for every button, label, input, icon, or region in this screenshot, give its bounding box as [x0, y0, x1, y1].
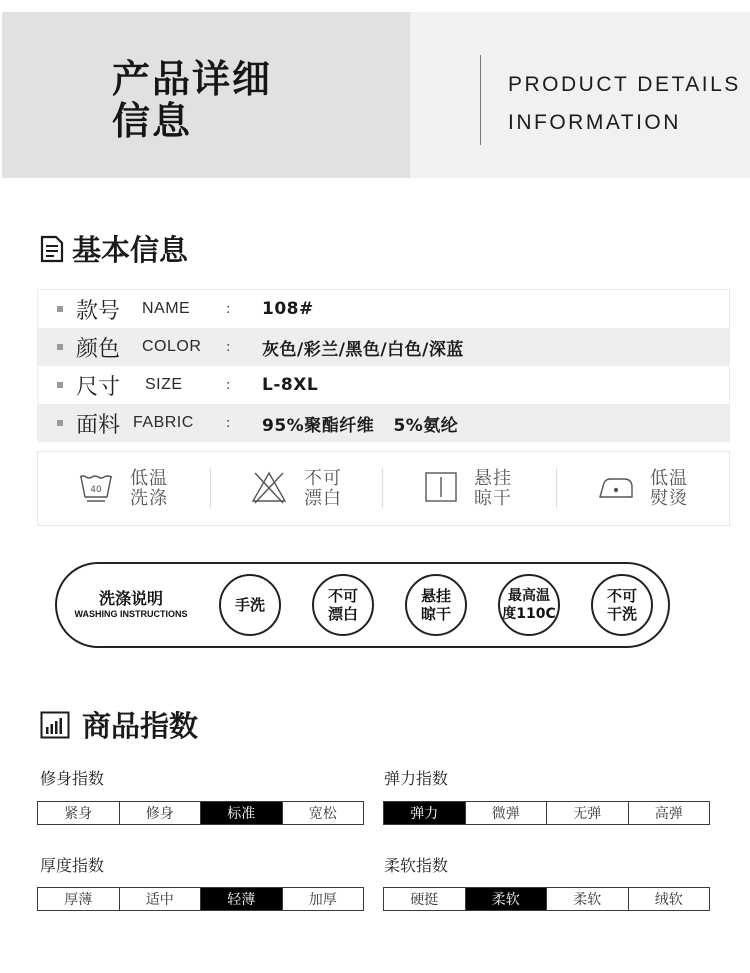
header-title-cn-line2: 信息	[112, 99, 193, 143]
info-value: 95%聚酯纤维 5%氨纶	[262, 415, 459, 436]
washing-instructions-panel	[55, 562, 670, 648]
fit-index-label: 修身指数	[40, 769, 105, 788]
header-title-en-line1: PRODUCT DETAILS	[508, 73, 741, 96]
scale-option: 修身	[120, 802, 202, 824]
info-row-fabric	[38, 404, 729, 442]
care-item-no-bleach	[250, 452, 342, 525]
care-separator	[556, 468, 557, 508]
bullet-icon	[57, 382, 63, 388]
care-label	[474, 469, 512, 509]
wash-badge-line1: 最高温	[508, 588, 550, 604]
care-label-line2: 洗涤	[130, 487, 168, 509]
scale-option: 宽松	[308, 806, 337, 822]
wash-badge-line1: 不可	[327, 587, 358, 605]
info-label-cn: 面料	[76, 412, 121, 438]
scale-option-selected: 柔软	[466, 888, 548, 910]
wash-badge-line1: 不可	[606, 587, 637, 605]
wash-40-icon	[78, 471, 114, 507]
washing-title-cn: 洗涤说明	[98, 589, 163, 608]
care-label-line2: 晾干	[474, 487, 512, 509]
washing-title-en: WASHING INSTRUCTIONS	[74, 609, 188, 619]
care-separator	[382, 468, 383, 508]
scale-option-selected: 标准	[201, 802, 283, 824]
elasticity-index-label: 弹力指数	[384, 769, 449, 788]
fit-index-scale	[37, 801, 364, 825]
header-title-en-line2: INFORMATION	[508, 111, 681, 134]
no-bleach-icon	[250, 470, 288, 508]
care-label-line2: 熨烫	[650, 487, 688, 509]
care-label-line1: 不可	[304, 467, 342, 489]
wash-badge-max-temp	[498, 574, 560, 636]
care-label-line1: 悬挂	[474, 467, 512, 489]
info-label-cn: 颜色	[76, 336, 121, 362]
softness-index-label: 柔软指数	[384, 856, 449, 875]
product-index-heading	[40, 704, 198, 745]
care-label-line1: 低温	[650, 467, 688, 489]
care-label-line1: 低温	[130, 467, 168, 489]
care-item-low-iron	[598, 452, 688, 525]
elasticity-index-scale	[383, 801, 710, 825]
thickness-index-scale	[37, 887, 364, 911]
header-title-en	[508, 66, 741, 142]
info-colon: :	[226, 377, 231, 393]
info-label-cn: 款号	[76, 298, 121, 324]
info-row-color	[38, 328, 729, 366]
softness-index-scale	[383, 887, 710, 911]
wash-badge-no-dry-clean	[591, 574, 653, 636]
header-divider	[480, 55, 481, 145]
washing-title	[71, 590, 191, 620]
scale-option: 高弹	[654, 806, 683, 822]
care-item-low-temp-wash	[78, 452, 168, 525]
scale-option: 加厚	[308, 892, 337, 908]
info-row-name	[38, 290, 729, 328]
info-label-en: SIZE	[145, 376, 183, 393]
info-colon: :	[226, 301, 231, 317]
wash-badge-line2: 晾干	[420, 605, 451, 623]
info-label-en: FABRIC	[133, 414, 194, 431]
product-index-title: 商品指数	[82, 709, 199, 743]
header-title-cn	[112, 58, 312, 142]
care-icons-row	[37, 451, 730, 526]
scale-option: 硬挺	[384, 888, 466, 910]
wash-badge-hand-wash	[219, 574, 281, 636]
care-label	[650, 469, 688, 509]
info-label-en: COLOR	[142, 338, 202, 355]
hang-dry-icon	[424, 471, 458, 507]
scale-option: 紧身	[38, 802, 120, 824]
wash-badge-line2: 度110C	[502, 606, 556, 622]
bullet-icon	[57, 306, 63, 312]
care-label-line2: 漂白	[304, 487, 342, 509]
low-iron-icon	[598, 473, 634, 505]
info-colon: :	[226, 415, 231, 431]
wash-badge-no-bleach	[312, 574, 374, 636]
scale-option-selected: 弹力	[384, 802, 466, 824]
document-icon	[40, 235, 64, 263]
bullet-icon	[57, 420, 63, 426]
wash-badge-line2: 干洗	[606, 605, 637, 623]
basic-info-heading	[40, 228, 188, 269]
care-label	[304, 469, 342, 509]
info-label-en: NAME	[142, 300, 191, 317]
info-value: 灰色/彩兰/黑色/白色/深蓝	[262, 339, 464, 360]
info-row-size	[38, 366, 729, 404]
bar-chart-icon	[40, 711, 70, 739]
scale-option: 无弹	[547, 802, 629, 824]
info-colon: :	[226, 339, 231, 355]
scale-option: 厚薄	[38, 888, 120, 910]
scale-option: 绒软	[654, 892, 683, 908]
wash-badge-line1: 悬挂	[420, 587, 451, 605]
care-label	[130, 469, 168, 509]
header-title-cn-line1: 产品详细	[112, 57, 273, 101]
scale-option: 适中	[120, 888, 202, 910]
wash-temp-number: 40	[90, 484, 102, 495]
info-value: 108#	[262, 299, 314, 319]
info-label-cn: 尺寸	[76, 374, 121, 400]
thickness-index-label: 厚度指数	[40, 856, 105, 875]
bullet-icon	[57, 344, 63, 350]
scale-option-selected: 轻薄	[201, 888, 283, 910]
wash-badge-line2: 漂白	[327, 605, 358, 623]
info-value: L-8XL	[262, 375, 319, 395]
basic-info-table	[37, 289, 730, 441]
wash-badge-hang-dry	[405, 574, 467, 636]
scale-option: 微弹	[466, 802, 548, 824]
care-item-hang-dry	[424, 452, 512, 525]
scale-option: 柔软	[547, 888, 629, 910]
care-separator	[210, 468, 211, 508]
wash-badge-line1: 手洗	[234, 596, 265, 614]
basic-info-title: 基本信息	[72, 233, 189, 267]
